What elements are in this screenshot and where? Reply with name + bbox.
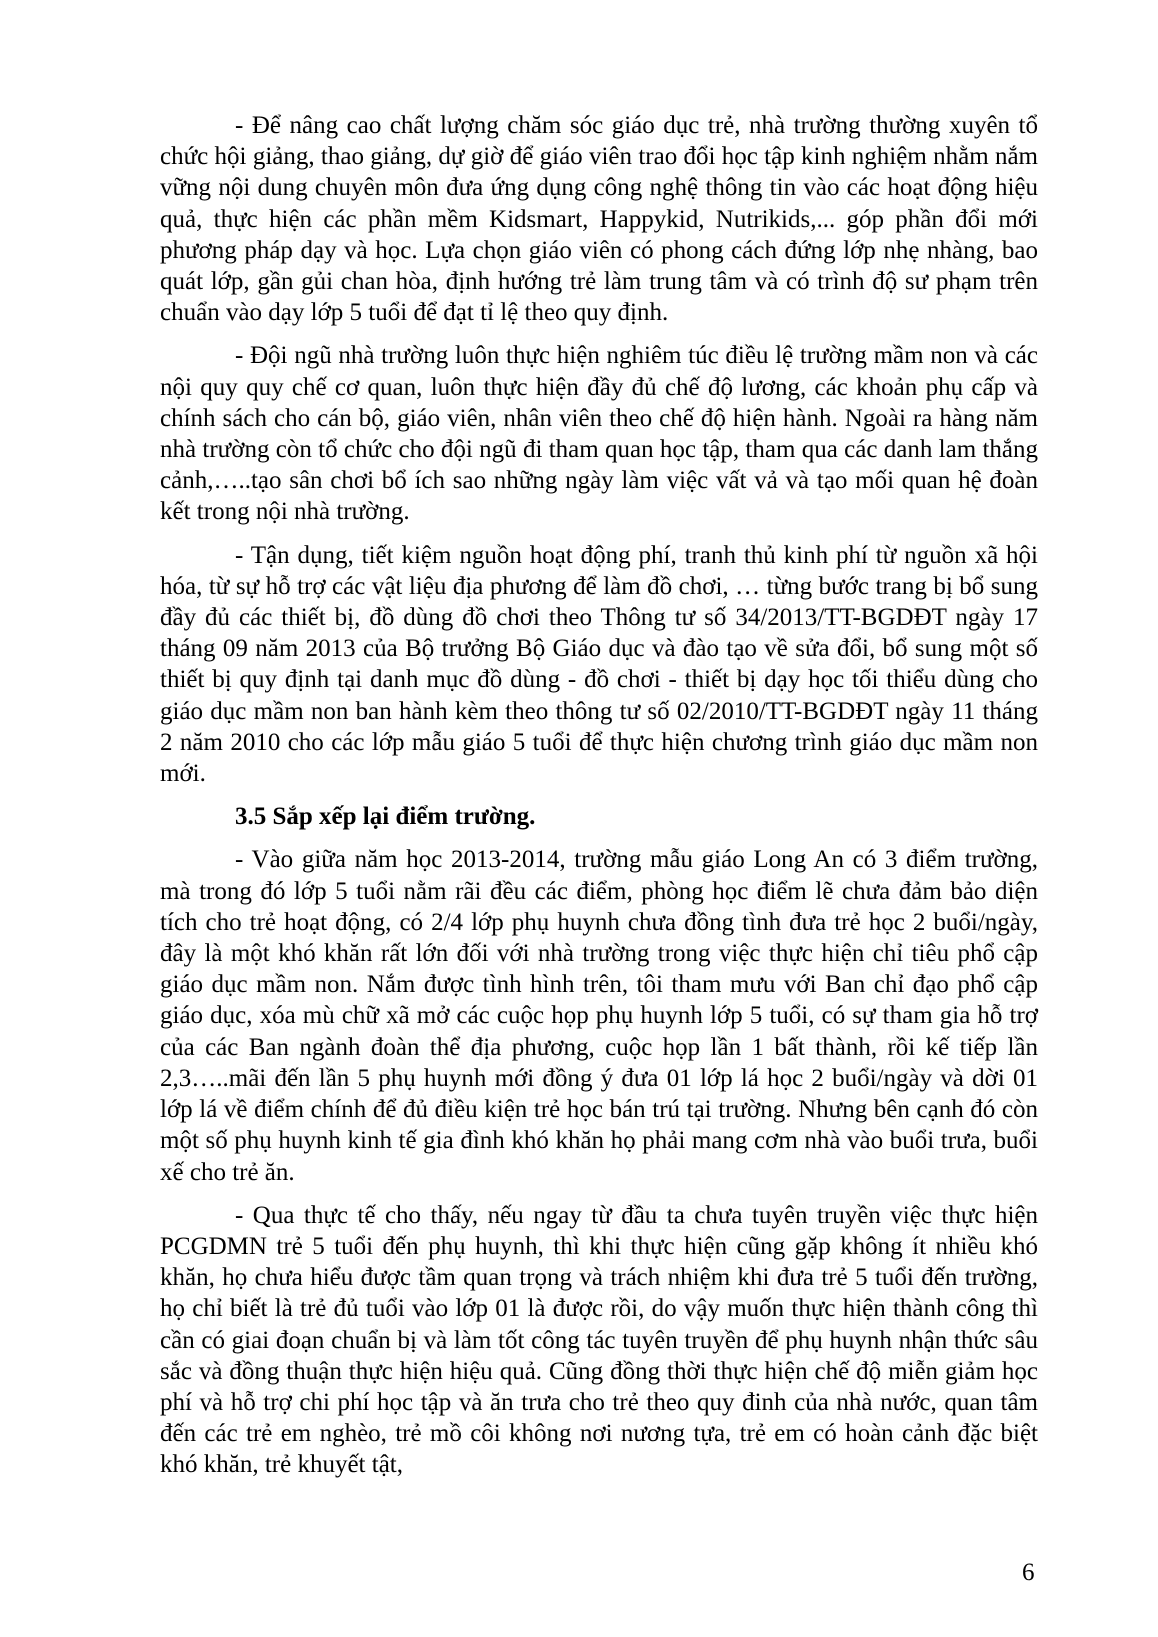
paragraph-teaching-quality: - Để nâng cao chất lượng chăm sóc giáo dục trẻ, nhà trường thường xuyên tổ chức hội giảng, thao giảng, dự giờ để giáo viên trao đổi học tập kinh nghiệm nhằm nắm vững nội dung chuyên môn đưa ứng dụng công nghệ thông tin vào các hoạt động hiệu quả, thực hiện các phần mềm Kidsmart, Happykid, Nutrikids,... góp phần đổi mới phương pháp dạy và học. Lựa chọn giáo viên có phong cách đứng lớp nhẹ nhàng, bao quát lớp, gần gủi chan hòa, định hướng trẻ làm trung tâm và có trình độ sư phạm trên chuẩn vào dạy lớp 5 tuổi để đạt tỉ lệ theo quy định.	[160, 112, 1038, 327]
paragraph-parent-outreach: - Qua thực tế cho thấy, nếu ngay từ đầu ta chưa tuyên truyền việc thực hiện PCGDMN trẻ 5 tuổi đến phụ huynh, thì khi thực hiện cũng gặp không ít nhiều khó khăn, họ chưa hiểu được tầm quan trọng và trách nhiệm khi đưa trẻ 5 tuổi đến trường, họ chỉ biết là trẻ đủ tuổi vào lớp 01 là được rồi, do vậy muốn thực hiện thành công thì cần có giai đoạn chuẩn bị và làm tốt công tác tuyên truyền để phụ huynh nhận thức sâu sắc và đồng thuận thực hiện hiệu quả. Cũng đồng thời thực hiện chế độ miễn giảm học phí và hỗ trợ chi phí học tập và ăn trưa cho trẻ theo quy đinh của nhà nước, quan tâm đến các trẻ em nghèo, trẻ mồ côi không nơi nương tựa, trẻ em có hoàn cảnh đặc biệt khó khăn, trẻ khuyết tật,	[160, 1201, 1038, 1479]
paragraph-staff-policy: - Đội ngũ nhà trường luôn thực hiện nghiêm túc điều lệ trường mầm non và các nội quy quy chế cơ quan, luôn thực hiện đầy đủ chế độ lương, các khoản phụ cấp và chính sách cho cán bộ, giáo viên, nhân viên theo chế độ hiện hành. Ngoài ra hàng năm nhà trường còn tổ chức cho đội ngũ đi tham quan học tập, tham qua các danh lam thắng cảnh,…..tạo sân chơi bổ ích sao những ngày làm việc vất vả và tạo mối quan hệ đoàn kết trong nội nhà trường.	[160, 342, 1038, 526]
paragraph-equipment: - Tận dụng, tiết kiệm nguồn hoạt động phí, tranh thủ kinh phí từ nguồn xã hội hóa, từ sự hỗ trợ các vật liệu địa phương để làm đồ chơi, … từng bước trang bị bổ sung đầy đủ các thiết bị, đồ dùng đồ chơi theo Thông tư số 34/2013/TT-BGDĐT ngày 17 tháng 09 năm 2013 của Bộ trưởng Bộ Giáo dục và đào tạo về sửa đổi, bổ sung một số thiết bị quy định tại danh mục đồ dùng - đồ chơi - thiết bị dạy học tối thiểu dùng cho giáo dục mầm non ban hành kèm theo thông tư số 02/2010/TT-BGDĐT ngày 11 tháng 2 năm 2010 cho các lớp mẫu giáo 5 tuổi để thực hiện chương trình giáo dục mầm non mới.	[160, 541, 1038, 788]
section-heading: 3.5 Sắp xếp lại điểm trường.	[235, 803, 536, 831]
document-page	[160, 110, 1038, 1493]
paragraph-school-sites: - Vào giữa năm học 2013-2014, trường mẫu giáo Long An có 3 điểm trường, mà trong đó lớp 5 tuổi nằm rãi đều các điểm, phòng học điểm lẽ chưa đảm bảo diện tích cho trẻ hoạt động, có 2/4 lớp phụ huynh chưa đồng tình đưa trẻ học 2 buổi/ngày, đây là một khó khăn rất lớn đối với nhà trường trong việc thực hiện chỉ tiêu phổ cập giáo dục mầm non. Nắm được tình hình trên, tôi tham mưu với Ban chỉ đạo phổ cập giáo dục, xóa mù chữ xã mở các cuộc họp phụ huynh lớp 5 tuổi, có sự tham gia hỗ trợ của các Ban ngành đoàn thể địa phương, cuộc họp lần 1 bất thành, rồi kế tiếp lần 2,3…..mãi đến lần 5 phụ huynh mới đồng ý đưa 01 lớp lá học 2 buổi/ngày và dời 01 lớp lá về điểm chính để đủ điều kiện trẻ học bán trú tại trường. Nhưng bên cạnh đó còn một số phụ huynh kinh tế gia đình khó khăn họ phải mang cơm nhà vào buổi trưa, buổi xế cho trẻ ăn.	[160, 846, 1038, 1186]
page-number: 6	[1022, 1559, 1035, 1586]
